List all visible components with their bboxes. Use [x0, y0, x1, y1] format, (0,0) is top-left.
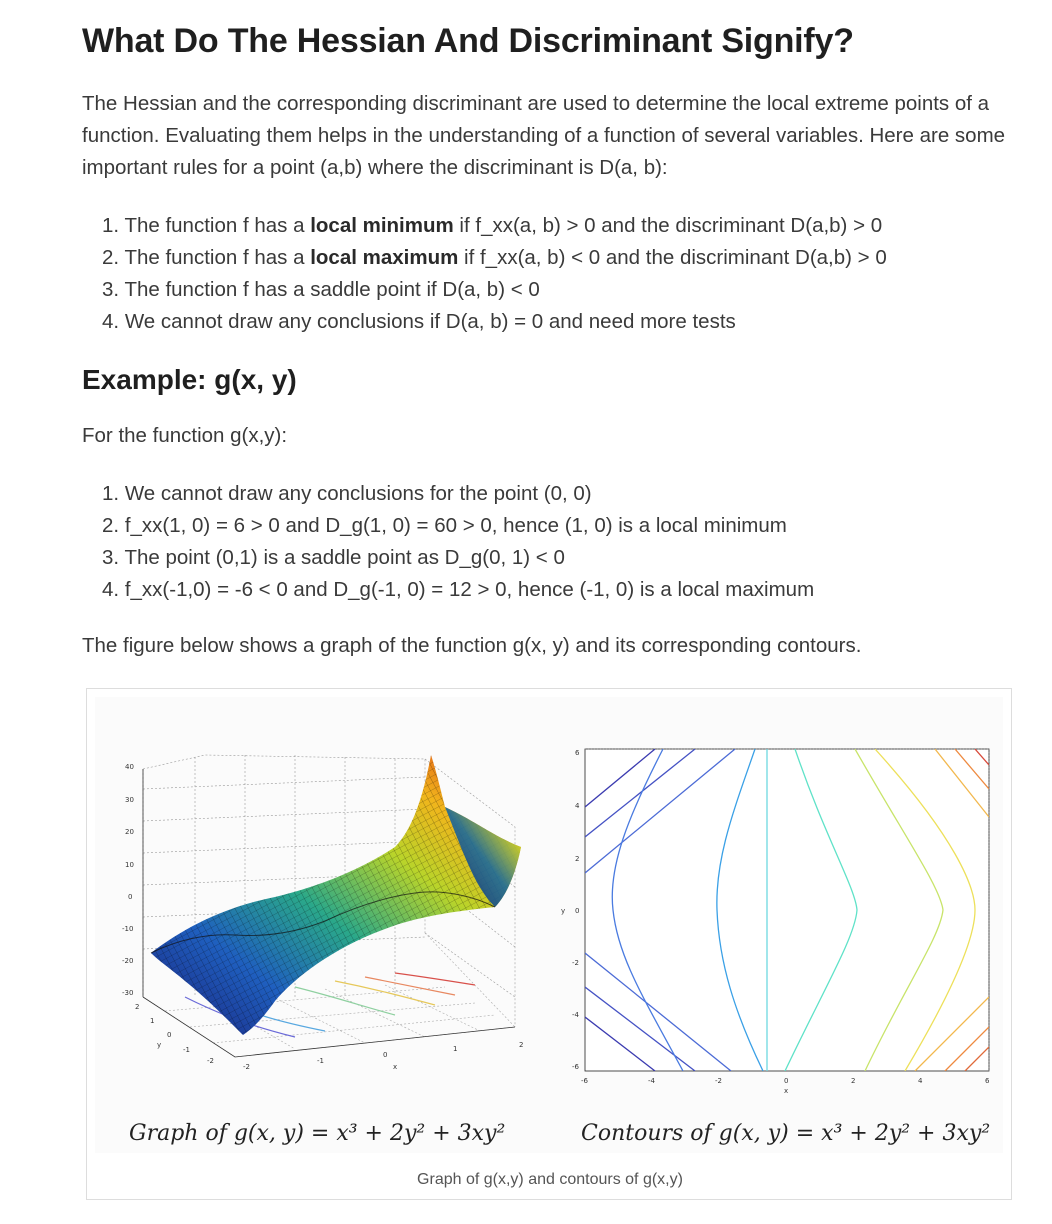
- surface-z-ticks: [122, 763, 134, 997]
- contour-plot: [561, 749, 990, 1095]
- list-item: 1. We cannot draw any conclusions for the point (0, 0): [102, 482, 592, 505]
- svg-text:-4: -4: [648, 1077, 655, 1085]
- svg-text:0: 0: [784, 1077, 789, 1085]
- rules-list: [82, 210, 1022, 338]
- figure-graphics: [95, 697, 1003, 1153]
- list-item: 3. The point (0,1) is a saddle point as D_g(0, 1) < 0: [102, 546, 565, 569]
- figure-caption: Graph of g(x,y) and contours of g(x,y): [417, 1171, 683, 1188]
- list-item: 4. f_xx(-1,0) = -6 < 0 and D_g(-1, 0) = 12 > 0, hence (-1, 0) is a local maximum: [102, 578, 815, 601]
- svg-text:40: 40: [125, 763, 134, 771]
- contour-y-ticks: [561, 749, 580, 1071]
- svg-text:-1: -1: [183, 1046, 190, 1054]
- svg-text:4: 4: [575, 802, 580, 810]
- svg-text:10: 10: [125, 861, 134, 869]
- svg-text:2: 2: [135, 1003, 140, 1011]
- figure-image: [95, 697, 1003, 1153]
- list-item: 4. We cannot draw any conclusions if D(a, b) = 0 and need more tests: [102, 310, 736, 333]
- svg-text:-2: -2: [715, 1077, 722, 1085]
- svg-text:2: 2: [519, 1041, 524, 1049]
- list-item: 3. The function f has a saddle point if D(a, b) < 0: [102, 278, 540, 301]
- svg-text:-2: -2: [207, 1057, 214, 1065]
- svg-text:-30: -30: [122, 989, 134, 997]
- intro-paragraph: The Hessian and the corresponding discriminant are used to determine the local extreme points of a function. Evaluating them helps in the understanding of a function of several variables. Here are some important rules for a point (a,b) where the discriminant is D(a, b):: [82, 92, 1006, 179]
- contour-x-ticks: [581, 1077, 990, 1095]
- figure-intro: The figure below shows a graph of the function g(x, y) and its corresponding contours.: [82, 634, 862, 657]
- svg-text:-10: -10: [122, 925, 134, 933]
- svg-text:4: 4: [918, 1077, 923, 1085]
- svg-text:-2: -2: [243, 1063, 250, 1071]
- example-intro: For the function g(x,y):: [82, 424, 288, 447]
- surface-y-ticks: [135, 1003, 214, 1065]
- svg-text:x: x: [784, 1087, 789, 1095]
- svg-text:-20: -20: [122, 957, 134, 965]
- svg-text:6: 6: [985, 1077, 990, 1085]
- svg-text:30: 30: [125, 796, 134, 804]
- surface-plot: [122, 755, 523, 1071]
- svg-text:0: 0: [167, 1031, 172, 1039]
- svg-text:x: x: [393, 1063, 398, 1071]
- contour-plot-caption: Contours of g(x, y) = x³ + 2y² + 3xy²: [581, 1121, 991, 1146]
- svg-text:y: y: [157, 1041, 162, 1049]
- svg-text:1: 1: [150, 1017, 155, 1025]
- svg-text:-2: -2: [572, 959, 579, 967]
- svg-text:-4: -4: [572, 1011, 579, 1019]
- svg-text:2: 2: [575, 855, 580, 863]
- surface-x-ticks: [243, 1041, 523, 1071]
- svg-text:2: 2: [851, 1077, 856, 1085]
- example-heading: Example: g(x, y): [82, 364, 297, 395]
- page-title: What Do The Hessian And Discriminant Signify?: [82, 22, 854, 60]
- svg-text:-6: -6: [572, 1063, 579, 1071]
- list-item: 2. The function f has a local maximum if f_xx(a, b) < 0 and the discriminant D(a,b) > 0: [102, 246, 887, 269]
- list-item: 1. The function f has a local minimum if f_xx(a, b) > 0 and the discriminant D(a,b) > 0: [102, 214, 883, 237]
- svg-text:0: 0: [128, 893, 133, 901]
- figure: [86, 688, 1012, 1200]
- svg-text:1: 1: [453, 1045, 458, 1053]
- examples-list: [82, 478, 1022, 606]
- surface-plot-caption: Graph of g(x, y) = x³ + 2y² + 3xy²: [129, 1121, 506, 1146]
- list-item: 2. f_xx(1, 0) = 6 > 0 and D_g(1, 0) = 60 > 0, hence (1, 0) is a local minimum: [102, 514, 787, 537]
- svg-text:-6: -6: [581, 1077, 588, 1085]
- svg-text:0: 0: [575, 907, 580, 915]
- svg-text:y: y: [561, 907, 566, 915]
- svg-text:-1: -1: [317, 1057, 324, 1065]
- svg-text:6: 6: [575, 749, 580, 757]
- svg-text:0: 0: [383, 1051, 388, 1059]
- svg-text:20: 20: [125, 828, 134, 836]
